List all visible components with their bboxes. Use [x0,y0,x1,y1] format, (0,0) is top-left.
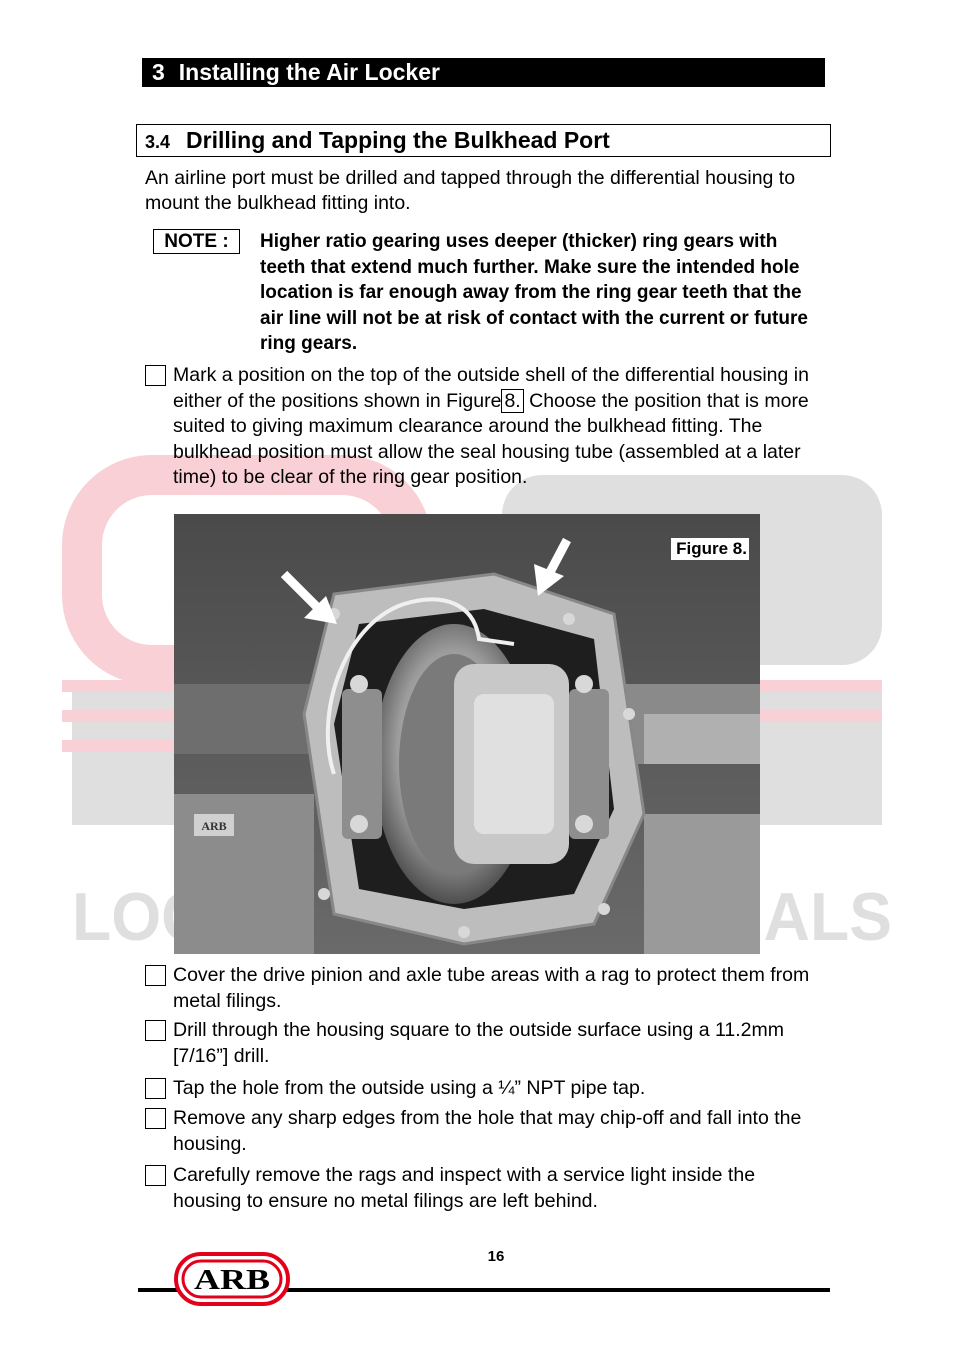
step-inspect-housing [145,1163,825,1214]
figure-reference: 8. [501,389,523,413]
step-checkbox[interactable] [145,1108,166,1129]
figure-label: Figure 8. [671,538,749,560]
arb-logo [174,1252,290,1306]
step-text-part: Choose the position that is more suited to giving maximum clearance around the bulkhead fitting. The bulkhead position must allow the seal housing tube (assembled at a later time) to be clear of the ring gear position. [173,389,809,488]
section-number: 3.4 [145,132,171,152]
step-checkbox[interactable] [145,365,166,386]
step-checkbox[interactable] [145,1020,166,1041]
arb-logo-text: ARB [194,1265,270,1296]
section-title: Drilling and Tapping the Bulkhead Port [186,127,610,153]
intro-paragraph: An airline port must be drilled and tapped through the differential housing to mount the bulkhead fitting into. [145,167,796,214]
chapter-header [142,58,825,87]
chapter-title: Installing the Air Locker [178,59,440,85]
step-mark-position [145,363,825,491]
step-text: Carefully remove the rags and inspect with a service light inside the housing to ensure no metal filings are left behind. [173,1164,756,1212]
step-text: Drill through the housing square to the outside surface using a 11.2mm [7/16”] drill. [173,1019,784,1067]
step-text-part: Mark a position on the top of the outside shell of the differential housing in either of the positions shown in Figure [173,364,809,412]
step-text: Tap the hole from the outside using a ¼” NPT pipe tap. [173,1077,646,1099]
step-text: Remove any sharp edges from the hole that may chip-off and fall into the housing. [173,1107,802,1155]
figure-8-photo [174,514,760,954]
note-label: NOTE : [153,229,240,254]
step-checkbox[interactable] [145,965,166,986]
section-header [136,124,831,157]
step-text [173,363,825,491]
step-drill-housing [145,1018,825,1069]
page-number: 16 [487,1248,505,1265]
step-tap-hole [145,1076,825,1102]
step-checkbox[interactable] [145,1078,166,1099]
step-checkbox[interactable] [145,1165,166,1186]
chapter-number: 3 [152,59,165,85]
shop-plate-text: ARB [201,819,227,833]
step-text: Cover the drive pinion and axle tube areas with a rag to protect them from metal filings. [173,964,810,1012]
step-remove-edges [145,1106,825,1157]
note-text: Higher ratio gearing uses deeper (thicker) ring gears with teeth that extend much further. Make sure the intended hole location is far enough away from the ring gear teeth that the air line will not be at risk of contact with the current or future ring gears. [260,231,808,355]
step-cover-pinion [145,963,825,1014]
